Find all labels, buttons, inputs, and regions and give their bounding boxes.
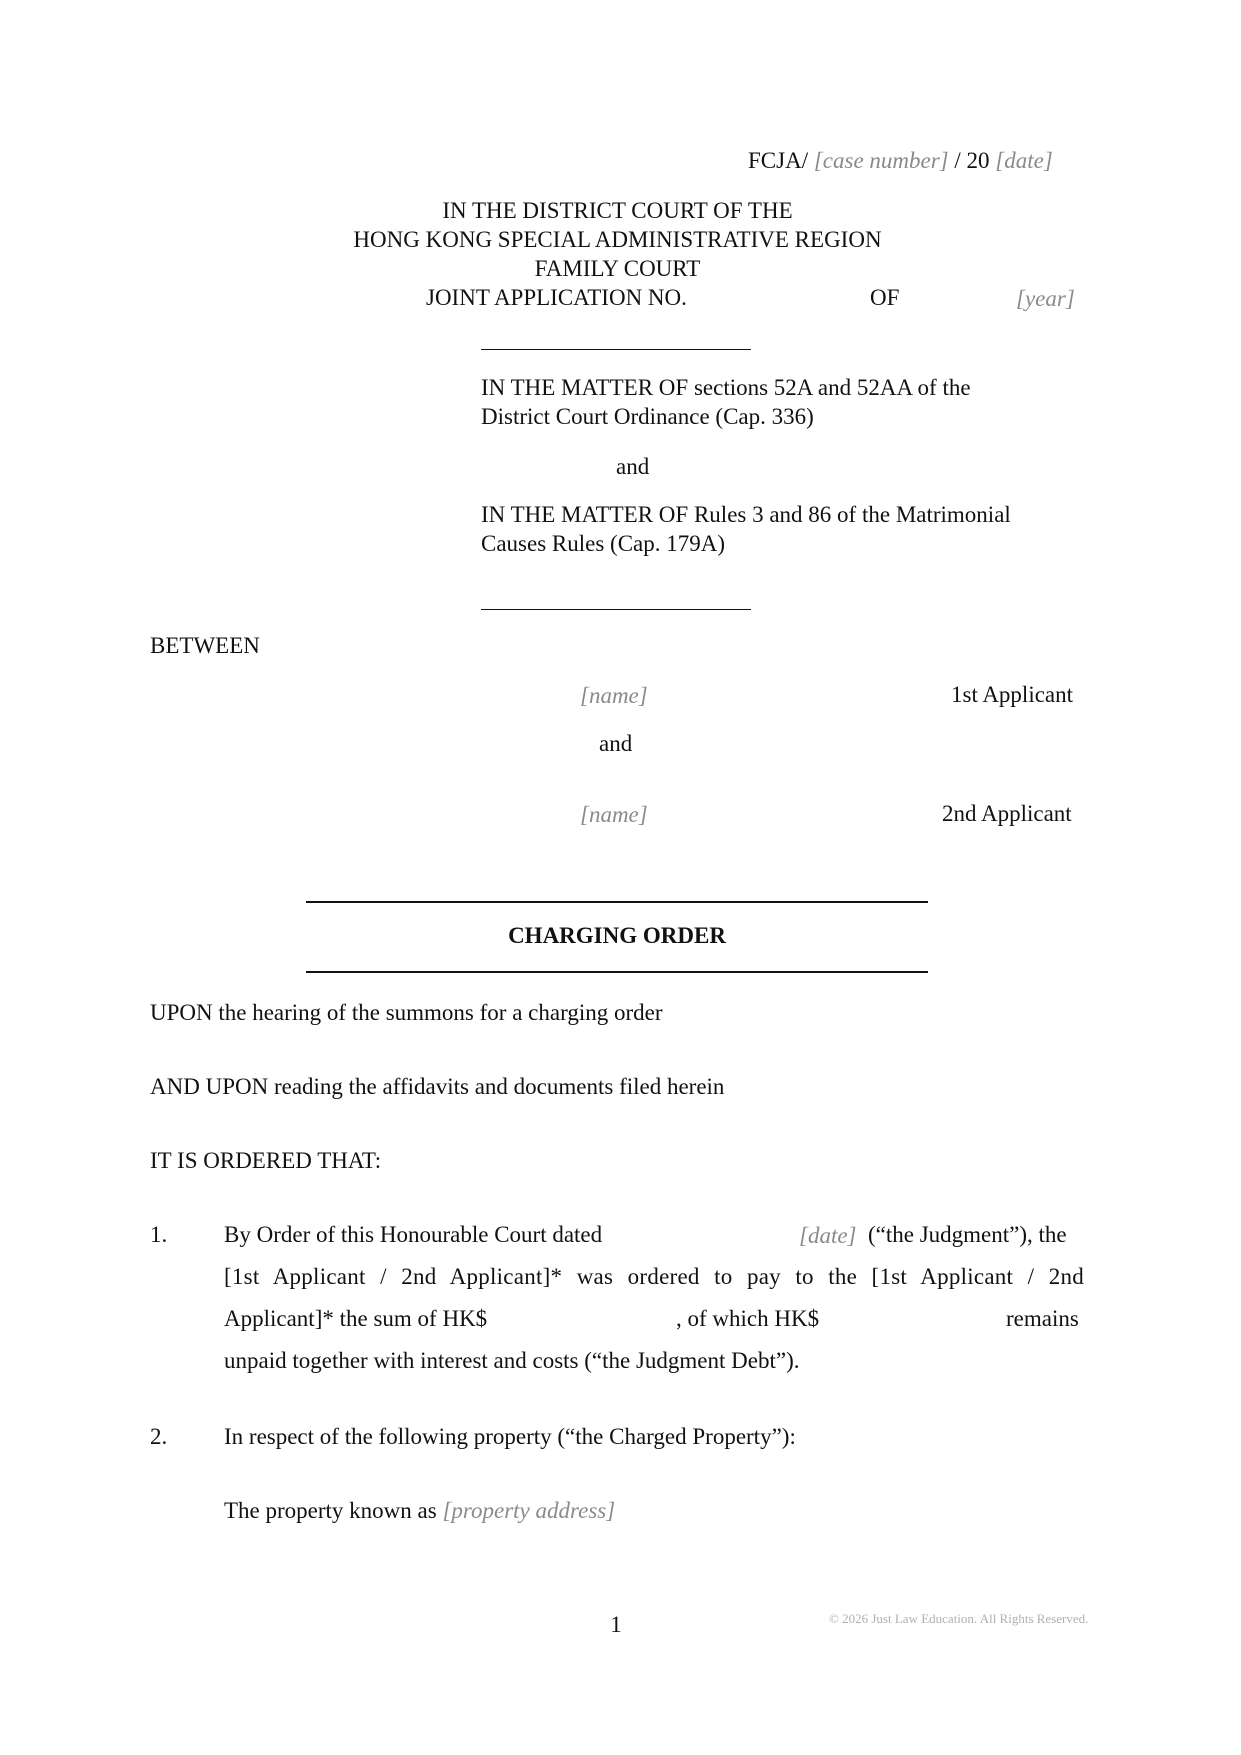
page-number: 1 [610, 1612, 622, 1637]
title-rule-top [306, 901, 928, 903]
clause2-text: In respect of the following property (“the Charged Property”): [224, 1424, 796, 1449]
clause1-line3-sum: Applicant]* the sum of HK$ [224, 1306, 488, 1331]
clause1-number: 1. [150, 1222, 168, 1247]
clause1-line3-of-which: , of which HK$ [676, 1306, 820, 1331]
document-title: CHARGING ORDER [508, 923, 726, 948]
matter2-line1: IN THE MATTER OF Rules 3 and 86 of the Matrimonial [481, 502, 1011, 527]
clause1-date-placeholder: [date] [799, 1223, 857, 1248]
property-address-placeholder: [property address] [442, 1498, 616, 1523]
case-number-placeholder: [case number] [813, 148, 949, 173]
court-heading-line3: FAMILY COURT [534, 256, 701, 281]
joint-application-label: JOINT APPLICATION NO. [426, 285, 687, 310]
party1-name-placeholder: [name] [580, 683, 648, 708]
property-prefix: The property known as [224, 1498, 437, 1523]
party2-name-placeholder: [name] [580, 802, 648, 827]
party2-role: 2nd Applicant [942, 801, 1072, 826]
of-label: OF [870, 285, 900, 310]
matter1-line1: IN THE MATTER OF sections 52A and 52AA of the [481, 375, 971, 400]
case-reference [748, 148, 1053, 174]
matter2-line2: Causes Rules (Cap. 179A) [481, 531, 726, 556]
clause1-line3-remains: remains [1006, 1306, 1079, 1331]
matter-and: and [616, 454, 650, 479]
matter1-line2: District Court Ordinance (Cap. 336) [481, 404, 814, 429]
clause2-property [224, 1498, 615, 1524]
clause1-line1-text: By Order of this Honourable Court dated [224, 1222, 603, 1247]
recital-upon-hearing: UPON the hearing of the summons for a charging order [150, 1000, 663, 1025]
clause1-line1-judgment: (“the Judgment”), the [868, 1222, 1067, 1247]
ordered-heading: IT IS ORDERED THAT: [150, 1148, 382, 1173]
year-placeholder: [year] [1016, 286, 1075, 311]
recital-upon-reading: AND UPON reading the affidavits and documents filed herein [150, 1074, 725, 1099]
case-date-placeholder: [date] [995, 148, 1053, 173]
court-heading-line2: HONG KONG SPECIAL ADMINISTRATIVE REGION [353, 227, 882, 252]
divider-matters [481, 609, 751, 610]
party1-role: 1st Applicant [951, 682, 1074, 707]
clause2-number: 2. [150, 1424, 168, 1449]
copyright-notice: © 2026 Just Law Education. All Rights Reserved. [829, 1611, 1089, 1626]
clause1-line4: unpaid together with interest and costs (“the Judgment Debt”). [224, 1348, 800, 1373]
between-label: BETWEEN [150, 633, 260, 658]
parties-and: and [599, 731, 633, 756]
divider-top [481, 349, 751, 350]
clause1-line2: [1st Applicant / 2nd Applicant]* was ordered to pay to the [1st Applicant / 2nd [224, 1264, 1084, 1289]
case-ref-separator: / 20 [954, 148, 990, 173]
title-rule-bottom [306, 971, 928, 973]
court-heading-line1: IN THE DISTRICT COURT OF THE [442, 198, 793, 223]
case-ref-prefix: FCJA/ [748, 148, 809, 173]
